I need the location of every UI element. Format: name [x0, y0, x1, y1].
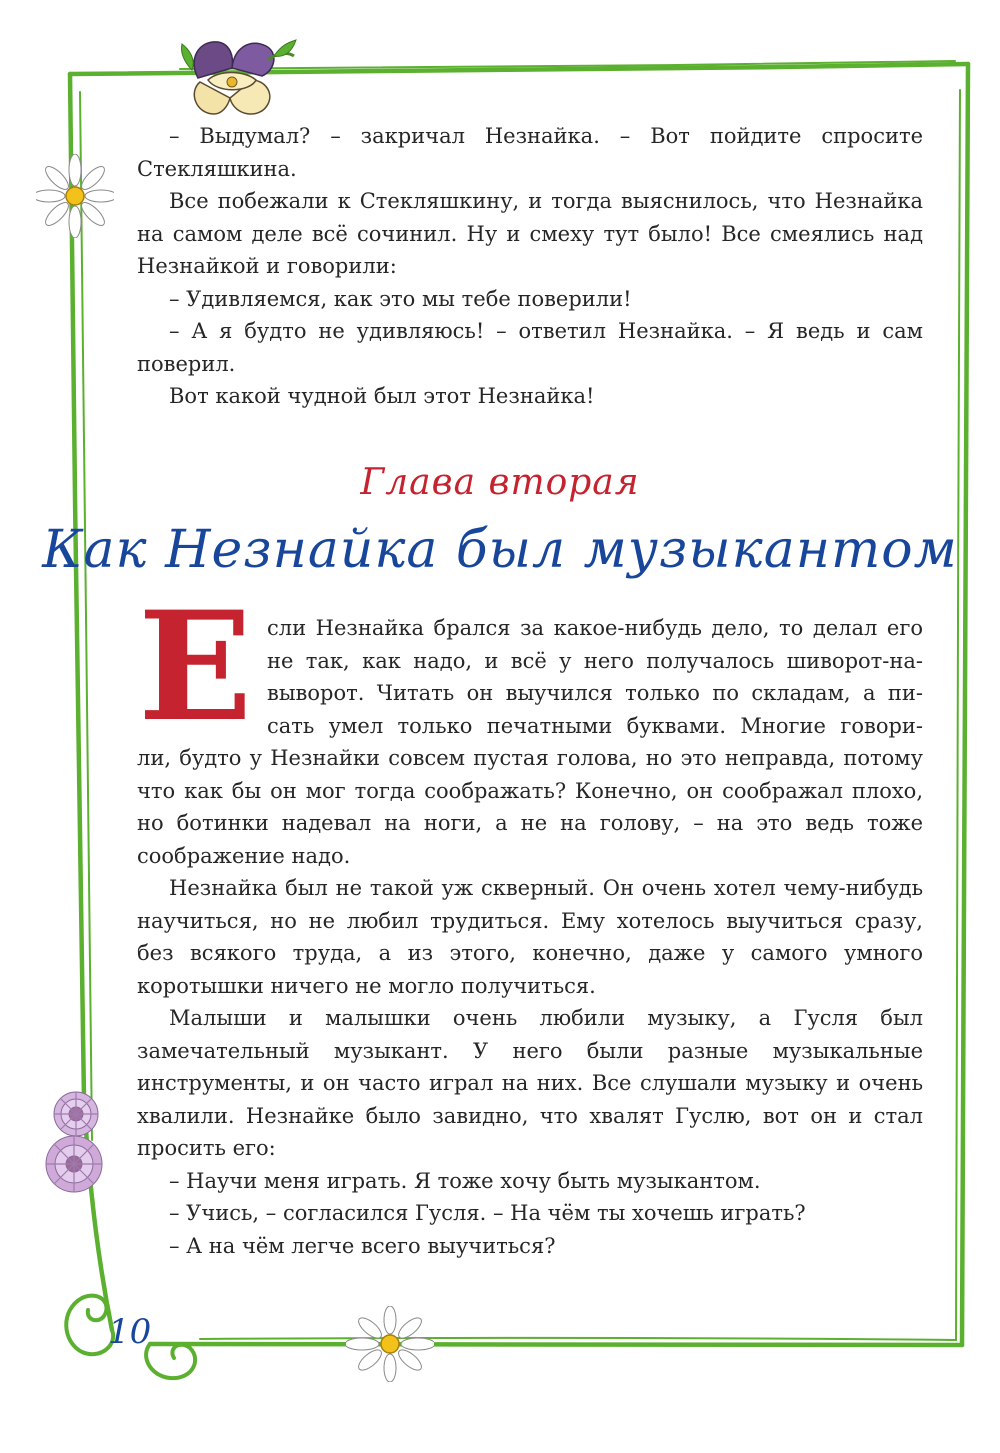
- paragraph: – Научи меня играть. Я тоже хочу быть музыкантом.: [169, 1168, 761, 1193]
- frame-bottom-line-thin: [200, 1338, 956, 1340]
- text-line: выворот. Читать он выучился только по складам, а пи-: [267, 681, 923, 705]
- frame-right-line-thin: [956, 90, 960, 1340]
- paragraph: Все побежали к Стекляшкину, и тогда выяснилось, что Незнайка на самом деле всё сочинил. Ну и смеху тут было! Все смеялись над Незнайкой и говорили:: [137, 189, 923, 278]
- frame-right-line: [962, 64, 968, 1345]
- text-line: не так, как надо, и всё у него получалось шиворот-на-: [267, 648, 923, 673]
- daisy-icon: [36, 154, 114, 238]
- paragraph: ли, будто у Незнайки совсем пустая голова, но это неправда, потому что как бы он мог тогда соображать? Конечно, он соображал плохо, но ботинки надевал на ноги, а не на голову, – на это ведь тоже соображение надо.: [137, 746, 923, 868]
- text-line: сли Незнайка брался за какое-нибудь дело, то делал его: [267, 616, 923, 640]
- paragraph: Малыши и малышки очень любили музыку, а Гусля был замечательный музыкант. У него были разные музыкальные инструменты, и он часто играл на них. Все слушали музыку и очень хвалили. Незнайке было завидно, что хвалят Гуслю, вот он и стал просить его:: [137, 1006, 923, 1160]
- daisy-icon: [346, 1306, 434, 1382]
- paragraph: Незнайка был не такой уж скверный. Он очень хотел чему-нибудь научиться, но не любил трудиться. Ему хотелось выучиться сразу, без всякого труда, а из этого, конечно, даже у самого умного коротышки ничего не могло получиться.: [137, 876, 923, 998]
- frame-left-curl: [66, 1296, 113, 1355]
- paragraph: – А на чём легче всего выучиться?: [169, 1233, 556, 1258]
- drop-cap: Е: [138, 579, 253, 755]
- drop-cap-lines: [267, 612, 923, 742]
- paragraph: – Удивляемся, как это мы тебе поверили!: [169, 286, 632, 311]
- page-number: 10: [108, 1312, 152, 1352]
- paragraph: Вот какой чудной был этот Незнайка!: [169, 384, 595, 408]
- frame-bottom-line: [150, 1343, 962, 1345]
- frame-bottom-curl: [146, 1344, 195, 1378]
- text-line: сать умел только печатными буквами. Многие говори-: [267, 713, 923, 738]
- paragraph: – Учись, – согласился Гусля. – На чём ты хочешь играть?: [169, 1201, 806, 1225]
- paragraph: – А я будто не удивляюсь! – ответил Незнайка. – Я ведь и сам поверил.: [137, 319, 923, 376]
- top-text-block: [137, 120, 923, 413]
- main-text-block: [137, 612, 923, 1262]
- aster-icon: [30, 1088, 124, 1196]
- paragraph: – Выдумал? – закричал Незнайка. – Вот пойдите спросите Стекляшкина.: [137, 124, 923, 181]
- pansy-icon: [178, 30, 298, 122]
- chapter-label: Глава вторая: [360, 462, 640, 503]
- chapter-title: Как Незнайка был музыкантом: [42, 520, 958, 580]
